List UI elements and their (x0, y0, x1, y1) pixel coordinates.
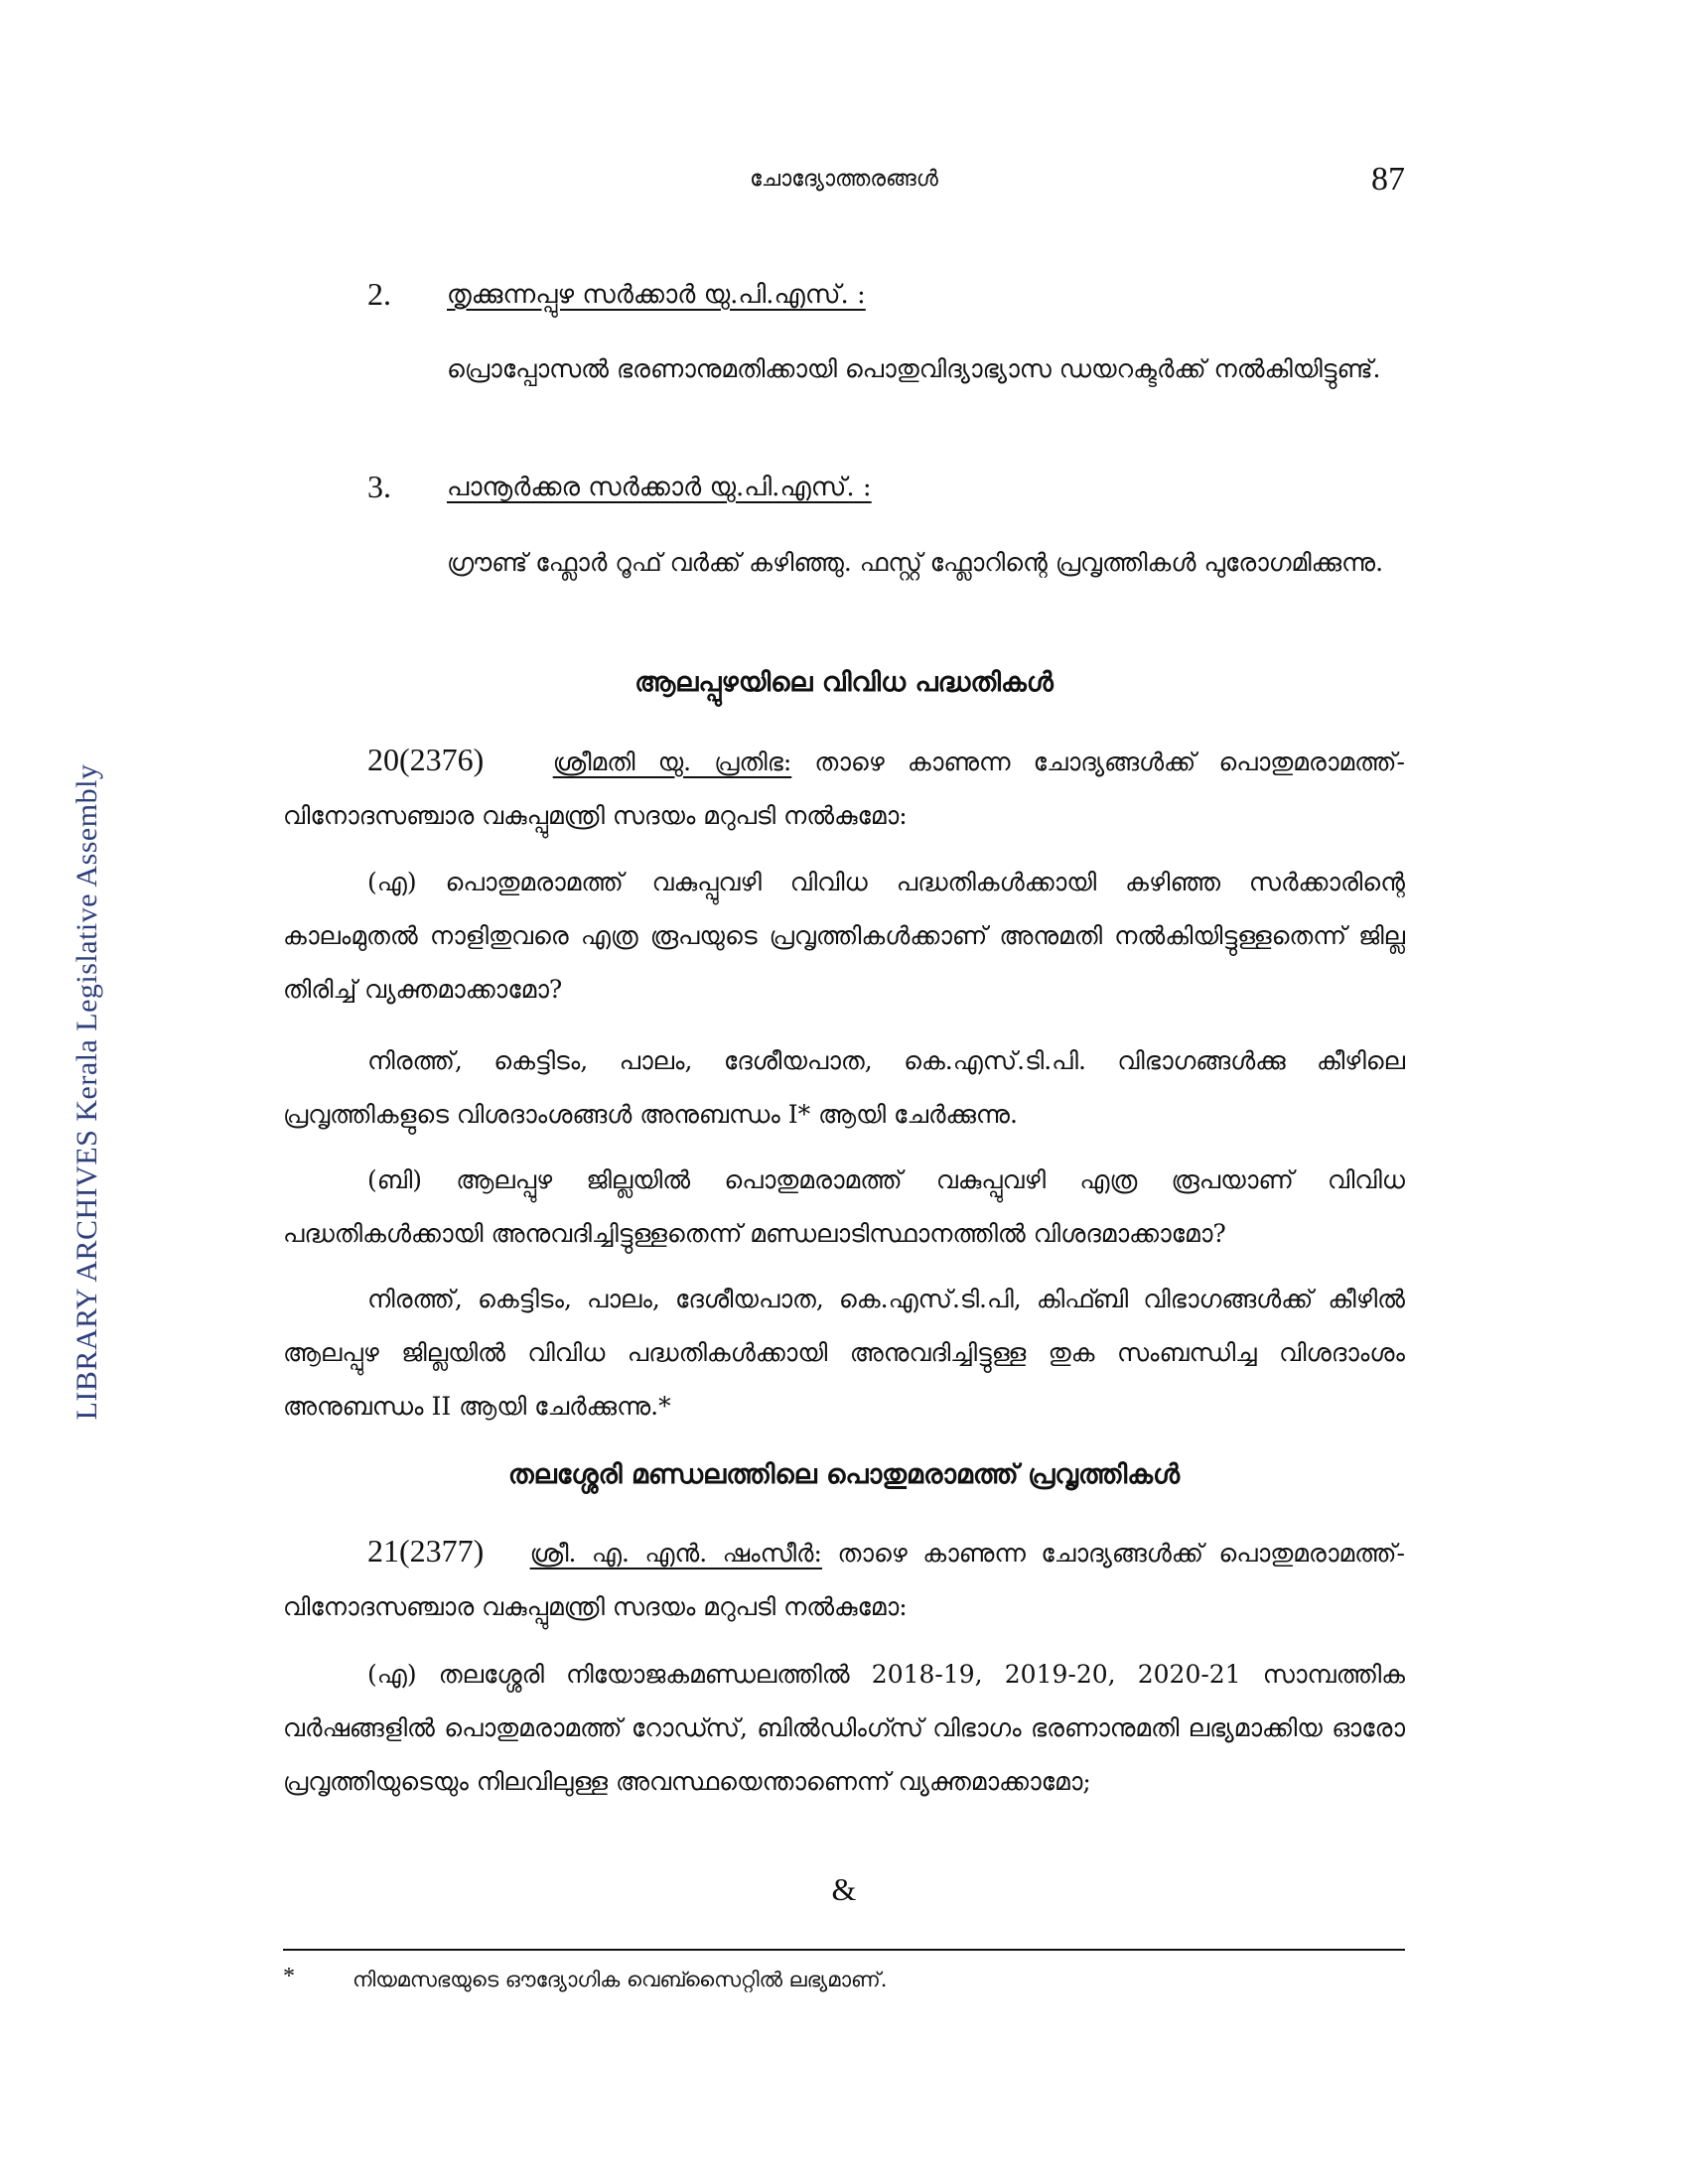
member-name: ശ്രീമതി യു. പ്രതിഭ: (552, 748, 792, 776)
running-header-title: ചോദ്യോത്തരങ്ങൾ (750, 167, 938, 192)
question-number: 20(2376) (367, 742, 485, 777)
item-answer: പ്രൊപ്പോസൽ ഭരണാനുമതിക്കായി പൊതുവിദ്യാഭ്യാസ ഡയറക്ടർക്ക് നൽകിയിട്ടുണ്ട്. (447, 354, 1381, 383)
section-heading: തലശ്ശേരി മണ്ഡലത്തിലെ പൊതുമരാമത്ത് പ്രവൃത്തികൾ (507, 1459, 1181, 1490)
item-answer: ഗ്രൗണ്ട് ഫ്ലോർ റൂഫ് വർക്ക് കഴിഞ്ഞു. ഫസ്റ്റ് ഫ്ലോറിന്റെ പ്രവൃത്തികൾ പുരോഗമിക്കുന്നു. (447, 548, 1384, 577)
item-title: പാനൂർക്കര സർക്കാർ യു.പി.എസ്. : (447, 473, 872, 502)
footnote-marker: * (283, 1964, 295, 1989)
item-number: 3. (367, 469, 391, 504)
question-intro-text: താഴെ കാണുന്ന ചോദ്യങ്ങൾക്ക് പൊതുമരാമത്ത്-വിനോദസഞ്ചാര വകുപ്പുമന്ത്രി സദയം മറുപടി നൽകുമോ: (283, 1539, 1406, 1621)
answer-a: നിരത്ത്, കെട്ടിടം, പാലം, ദേശീയപാത, കെ.എസ്.ടി.പി. വിഭാഗങ്ങൾക്കു കീഴിലെ പ്രവൃത്തികളുടെ വിശദാംശങ്ങൾ അനുബന്ധം I* ആയി ചേർക്കുന്നു. (283, 1046, 1405, 1129)
question-intro (283, 733, 1405, 843)
continuation-ampersand: & (831, 1871, 857, 1907)
footnote-text: നിയമസഭയുടെ ഔദ്യോഗിക വെബ്സൈറ്റിൽ ലഭ്യമാണ്. (352, 1968, 888, 1991)
answer-b: നിരത്ത്, കെട്ടിടം, പാലം, ദേശീയപാത, കെ.എസ്.ടി.പി, കിഫ്ബി വിഭാഗങ്ങൾക്ക് കീഴിൽ ആലപ്പുഴ ജില്ലയിൽ വിവിധ പദ്ധതികൾക്കായി അനുവദിച്ചിട്ടുള്ള തുക സംബന്ധിച്ച വിശദാംശം അനുബന്ധം II ആയി ചേർക്കുന്നു.* (283, 1285, 1405, 1421)
question-number: 21(2377) (367, 1533, 485, 1569)
item-number: 2. (367, 276, 391, 312)
question-a: (എ) പൊതുമരാമത്ത് വകുപ്പുവഴി വിവിധ പദ്ധതികൾക്കായി കഴിഞ്ഞ സർക്കാരിന്റെ കാലംമുതൽ നാളിതുവരെ എത്ര രൂപയുടെ പ്രവൃത്തികൾക്കാണ് അനുമതി നൽകിയിട്ടുള്ളതെന്ന് ജില്ല തിരിച്ച് വ്യക്തമാക്കാമോ? (283, 868, 1405, 1004)
section-heading: ആലപ്പുഴയിലെ വിവിധ പദ്ധതികൾ (634, 667, 1054, 698)
question-intro (283, 1524, 1405, 1634)
question-b: (ബി) ആലപ്പുഴ ജില്ലയിൽ പൊതുമരാമത്ത് വകുപ്പുവഴി എത്ര രൂപയാണ് വിവിധ പദ്ധതികൾക്കായി അനുവദിച്ചിട്ടുള്ളതെന്ന് മണ്ഡലാടിസ്ഥാനത്തിൽ വിശദമാക്കാമോ? (283, 1165, 1405, 1248)
page-number: 87 (1371, 161, 1405, 198)
question-a: (എ) തലശ്ശേരി നിയോജകമണ്ഡലത്തിൽ 2018-19, 2019-20, 2020-21 സാമ്പത്തിക വർഷങ്ങളിൽ പൊതുമരാമത്ത് റോഡ്സ്, ബിൽഡിംഗ്സ് വിഭാഗം ഭരണാനുമതി ലഭ്യമാക്കിയ ഓരോ പ്രവൃത്തിയുടെയും നിലവിലുള്ള അവസ്ഥയെന്താണെന്ന് വ്യക്തമാക്കാമോ; (283, 1660, 1405, 1796)
member-name: ശ്രീ. എ. എൻ. ഷംസീർ: (529, 1539, 822, 1568)
footnote-divider (283, 1949, 1405, 1951)
item-title: തൃക്കുന്നപ്പുഴ സർക്കാർ യു.പി.എസ്. : (447, 280, 866, 310)
question-intro-text: താഴെ കാണുന്ന ചോദ്യങ്ങൾക്ക് പൊതുമരാമത്ത്-വിനോദസഞ്ചാര വകുപ്പുമന്ത്രി സദയം മറുപടി നൽകുമോ: (283, 748, 1406, 830)
archive-watermark: LIBRARY ARCHIVES Kerala Legislative Assembly (70, 763, 103, 1421)
